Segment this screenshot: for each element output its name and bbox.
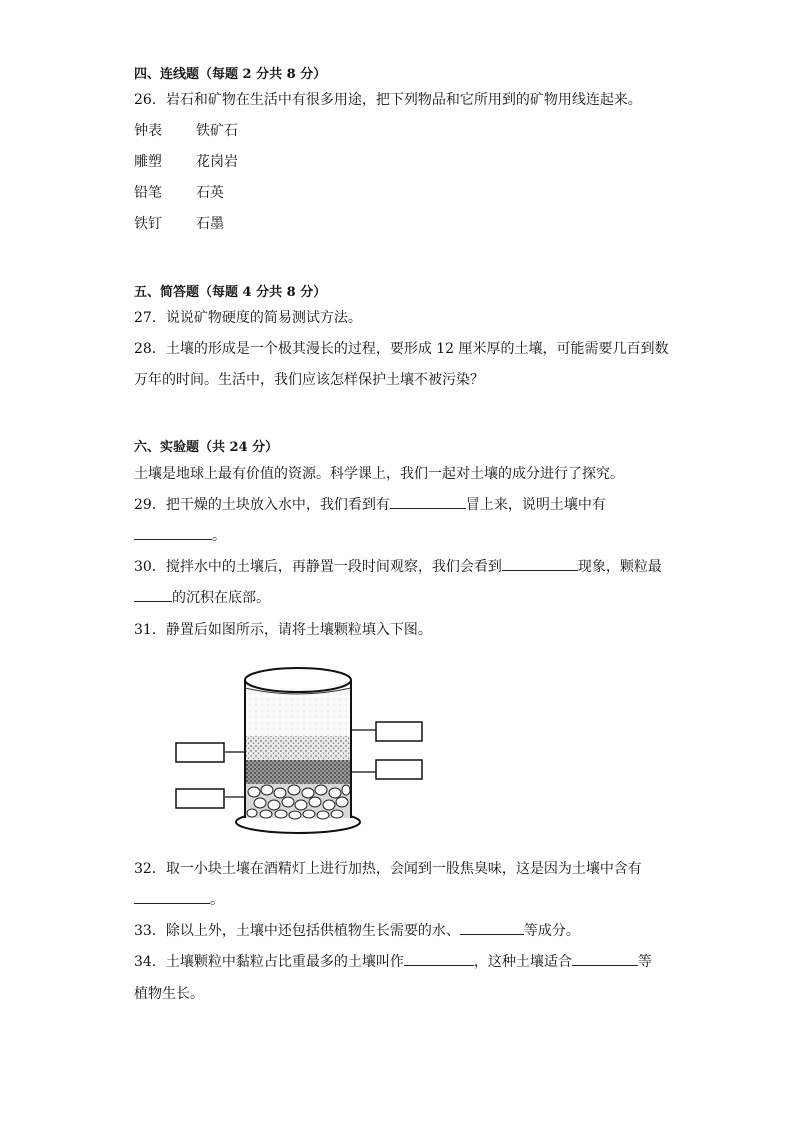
answer-blank[interactable] bbox=[134, 889, 210, 904]
label-box-left-lower[interactable] bbox=[176, 789, 224, 808]
question-30: 30．搅拌水中的土壤后，再静置一段时间观察，我们会看到 现象，颗粒最 bbox=[134, 556, 662, 576]
match-item: 雕塑 bbox=[134, 154, 162, 170]
answer-blank[interactable] bbox=[572, 951, 638, 966]
question-31: 31．静置后如图所示，请将土壤颗粒填入下图。 bbox=[134, 622, 432, 638]
match-mineral: 铁矿石 bbox=[196, 123, 238, 139]
question-32: 32．取一小块土壤在酒精灯上进行加热，会闻到一股焦臭味，这是因为土壤中含有 bbox=[134, 861, 642, 877]
section-6-intro: 土壤是地球上最有价值的资源。科学课上，我们一起对土壤的成分进行了探究。 bbox=[134, 466, 624, 482]
section-6-title: 六、实验题（共 24 分） bbox=[134, 440, 279, 455]
question-29-cont: 。 bbox=[134, 525, 226, 545]
soil-sediment-beaker-diagram bbox=[170, 660, 430, 845]
question-26: 26．岩石和矿物在生活中有很多用途，把下列物品和它所用到的矿物用线连起来。 bbox=[134, 92, 642, 108]
question-30-cont: 的沉积在底部。 bbox=[134, 587, 270, 607]
silt-layer bbox=[245, 760, 351, 784]
question-29: 29．把干燥的土块放入水中，我们看到有 冒上来，说明土壤中有 bbox=[134, 494, 606, 514]
question-34-line2: 植物生长。 bbox=[134, 986, 204, 1002]
label-box-right-lower[interactable] bbox=[376, 760, 422, 779]
question-28-line1: 28．土壤的形成是一个极其漫长的过程，要形成 12 厘米厚的土壤，可能需要几百到数 bbox=[134, 341, 669, 357]
question-34: 34．土壤颗粒中黏粒占比重最多的土壤叫作 ，这种土壤适合 等 bbox=[134, 951, 652, 971]
match-item: 铅笔 bbox=[134, 185, 162, 201]
clay-layer bbox=[245, 736, 351, 760]
question-33: 33．除以上外，土壤中还包括供植物生长需要的水、 等成分。 bbox=[134, 920, 580, 940]
match-item: 钟表 bbox=[134, 123, 162, 139]
answer-blank[interactable] bbox=[134, 525, 212, 540]
match-mineral: 花岗岩 bbox=[196, 154, 238, 170]
answer-blank[interactable] bbox=[404, 951, 474, 966]
match-mineral: 石墨 bbox=[196, 216, 224, 232]
answer-blank[interactable] bbox=[460, 920, 524, 935]
section-4-title: 四、连线题（每题 2 分共 8 分） bbox=[134, 67, 327, 82]
answer-blank[interactable] bbox=[390, 494, 466, 509]
answer-blank[interactable] bbox=[502, 556, 578, 571]
label-box-left-upper[interactable] bbox=[176, 743, 224, 762]
label-box-right-upper[interactable] bbox=[376, 722, 422, 741]
question-27: 27．说说矿物硬度的简易测试方法。 bbox=[134, 310, 362, 326]
section-5-title: 五、简答题（每题 4 分共 8 分） bbox=[134, 285, 327, 300]
match-item: 铁钉 bbox=[134, 216, 162, 232]
water-layer bbox=[245, 688, 351, 736]
match-mineral: 石英 bbox=[196, 185, 224, 201]
question-32-cont: 。 bbox=[134, 889, 224, 909]
question-28-line2: 万年的时间。生活中，我们应该怎样保护土壤不被污染？ bbox=[134, 372, 484, 388]
answer-blank[interactable] bbox=[134, 587, 172, 602]
